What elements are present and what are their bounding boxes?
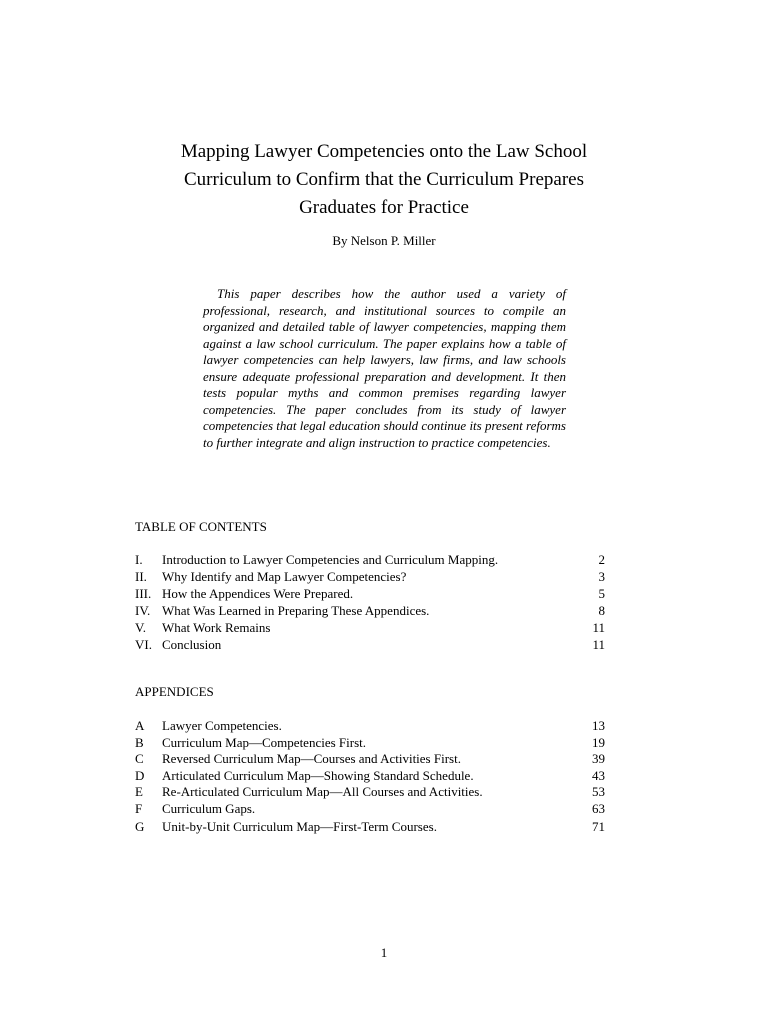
toc-row-page: 3 [598,569,605,584]
appendix-row [135,717,605,734]
toc-row [135,602,605,619]
toc-row-page: 2 [598,552,605,567]
title-line: Curriculum to Confirm that the Curriculum Prepares [184,169,584,190]
appendix-row [135,818,605,835]
appendix-row-letter: E [135,784,143,799]
appendix-row-label: Curriculum Map—Competencies First. [162,735,367,750]
toc-row [135,551,605,568]
appendix-row-label: Re-Articulated Curriculum Map—All Courses and Activities. [162,784,483,799]
appendix-row [135,734,605,751]
appendix-row-page: 13 [592,718,605,733]
appendix-row [135,800,605,817]
abstract: This paper describes how the author used a variety of professional, research, and institutional sources to compile an organized and detailed table of lawyer competencies, mapping them against a law school curriculum. The paper explains how a table of lawyer competencies can help lawyers, law firms, and law schools ensure adequate professional preparation and development. It then tests popular myths and common premises regarding lawyer competencies. The paper concludes from its study of lawyer competencies that legal education should continue its present reforms to further integrate and align instruction to practice competencies. [203,286,566,450]
appendix-row-page: 71 [592,819,605,834]
toc-row-label: What Work Remains [162,620,271,635]
toc-row-label: How the Appendices Were Prepared. [162,586,354,601]
toc-row-label: Why Identify and Map Lawyer Competencies? [162,569,407,584]
appendix-row-page: 53 [592,784,605,799]
appendices-heading: APPENDICES [135,684,214,699]
author-byline: By Nelson P. Miller [332,233,436,248]
toc-row-number: VI. [135,637,152,652]
toc-row [135,568,605,585]
appendix-row-letter: B [135,735,144,750]
appendix-row-label: Curriculum Gaps. [162,801,256,816]
toc-row [135,585,605,602]
toc-row [135,636,605,653]
appendix-row-letter: A [135,718,145,733]
appendix-row [135,750,605,767]
appendix-row-label: Reversed Curriculum Map—Courses and Activities First. [162,751,461,766]
appendix-row-letter: F [135,801,143,816]
appendix-row-label: Unit-by-Unit Curriculum Map—First-Term Courses. [162,819,437,834]
appendix-row-page: 19 [592,735,605,750]
appendix-row-label: Articulated Curriculum Map—Showing Standard Schedule. [162,768,474,783]
toc-row-page: 11 [592,620,605,635]
toc-row [135,619,605,636]
appendix-row-page: 63 [592,801,605,816]
toc-row-number: III. [135,586,152,601]
appendix-row-letter: C [135,751,144,766]
appendix-row-letter: G [135,819,145,834]
toc-row-label: Conclusion [162,637,222,652]
appendix-row [135,767,605,784]
toc-row-label: Introduction to Lawyer Competencies and Curriculum Mapping. [162,552,499,567]
appendix-row-page: 39 [592,751,605,766]
toc-row-page: 11 [592,637,605,652]
toc-row-number: I. [135,552,143,567]
appendix-row-page: 43 [592,768,605,783]
toc-row-number: V. [135,620,146,635]
document-title [134,138,634,222]
toc-row-number: IV. [135,603,151,618]
page-number: 1 [380,945,388,960]
toc-row-number: II. [135,569,147,584]
appendix-row-label: Lawyer Competencies. [162,718,282,733]
appendix-row-letter: D [135,768,145,783]
title-line: Mapping Lawyer Competencies onto the Law School [180,141,588,162]
appendix-row [135,783,605,800]
toc-row-label: What Was Learned in Preparing These Appendices. [162,603,430,618]
toc-row-page: 8 [598,603,605,618]
title-line: Graduates for Practice [299,197,469,218]
toc-row-page: 5 [598,586,605,601]
toc-heading: TABLE OF CONTENTS [135,519,267,534]
